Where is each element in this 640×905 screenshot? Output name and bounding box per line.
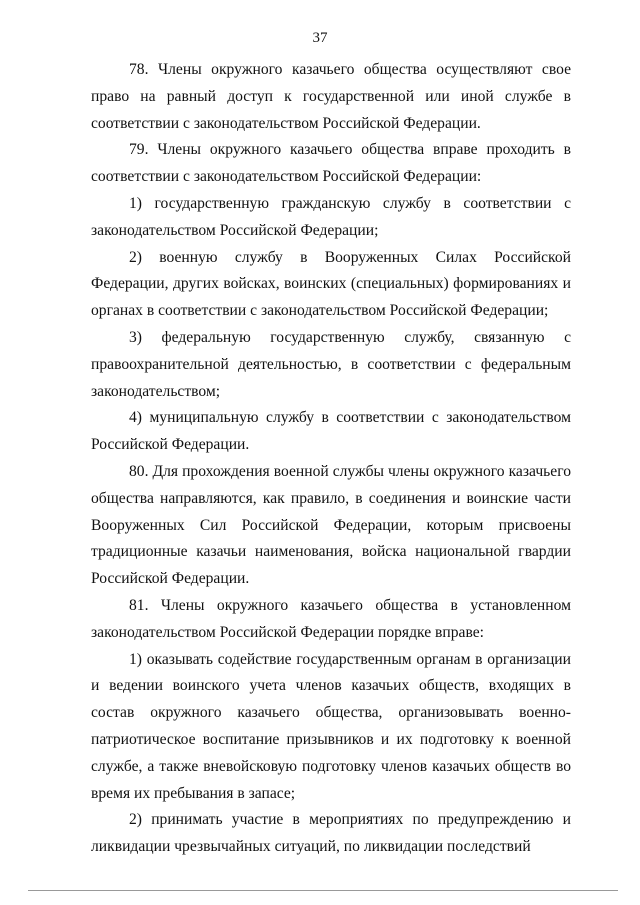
- page-number: 37: [312, 30, 328, 46]
- paragraph-79-item-3: 3) федеральную государственную службу, связанную с правоохранительной деятельностью, в соответствии с федеральным законодательством;: [91, 328, 571, 400]
- paragraph-79-item-2: 2) военную службу в Вооруженных Силах Российской Федерации, других войсках, воинских (специальных) формированиях и органах в соответствии с законодательством Российской Федерации;: [91, 248, 571, 320]
- paragraph-78: 78. Члены окружного казачьего общества осуществляют свое право на равный доступ к государственной или иной службе в соответствии с законодательством Российской Федерации.: [91, 61, 571, 132]
- paragraph-81-item-1: 1) оказывать содействие государственным органам в организации и ведении воинского учета членов казачьих обществ, входящих в состав окружного казачьего общества, организовывать военно-патриотическое воспитание призывников и их подготовку к военной службе, а также вневойсковую подготовку членов казачьих обществ во время их пребывания в запасе;: [91, 650, 571, 802]
- paragraph-79-item-1: 1) государственную гражданскую службу в соответствии с законодательством Российской Федерации;: [91, 194, 571, 239]
- paragraph-81: 81. Члены окружного казачьего общества в установленном законодательством Российской Федерации порядке вправе:: [91, 596, 571, 641]
- paragraph-79-item-4: 4) муниципальную службу в соответствии с законодательством Российской Федерации.: [91, 409, 571, 454]
- paragraph-81-item-2: 2) принимать участие в мероприятиях по предупреждению и ликвидации чрезвычайных ситуаций, по ликвидации последствий: [91, 811, 571, 856]
- document-body: [91, 57, 571, 861]
- page-bottom-edge-line: [28, 890, 618, 891]
- paragraph-80: 80. Для прохождения военной службы члены окружного казачьего общества направляются, как правило, в соединения и воинские части Вооруженных Сил Российской Федерации, которым присвоены традиционные казачьи наименования, войска национальной гвардии Российской Федерации.: [91, 462, 571, 588]
- paragraph-79: 79. Члены окружного казачьего общества вправе проходить в соответствии с законодательством Российской Федерации:: [91, 141, 571, 186]
